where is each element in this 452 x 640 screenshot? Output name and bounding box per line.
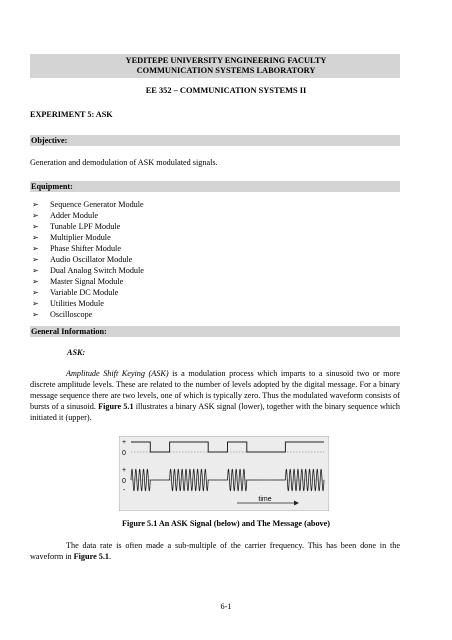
arrow-bullet-icon: ➢ — [32, 255, 39, 264]
ask-description-paragraph: Amplitude Shift Keying (ASK) is a modulation process which imparts to a sinusoid two or more discrete amplitude levels. These are related to the number of levels adopted by the digital message. For a binary message sequence there are two levels, one of which is typically zero. Thus the modulated waveform consists of bursts of a sinusoid. Figure 5.1 illustrates a binary ASK signal (lower), together with the binary sequence which initiated it (upper). — [30, 369, 401, 422]
university-title: YEDITEPE UNIVERSITY ENGINEERING FACULTY — [125, 56, 327, 65]
list-item: ➢ Multiplier Module — [32, 233, 111, 242]
arrow-bullet-icon: ➢ — [32, 200, 39, 209]
arrow-bullet-icon: ➢ — [32, 211, 39, 220]
arrow-bullet-icon: ➢ — [32, 299, 39, 308]
general-information-heading: General Information: — [30, 326, 400, 337]
arrow-bullet-icon: ➢ — [32, 233, 39, 242]
objective-heading: Objective: — [30, 135, 400, 146]
figure-reference: Figure 5.1 — [73, 552, 109, 561]
list-item: ➢ Dual Analog Switch Module — [32, 266, 144, 275]
time-label: time — [258, 496, 272, 503]
laboratory-title: COMMUNICATION SYSTEMS LABORATORY — [136, 66, 316, 75]
arrow-bullet-icon: ➢ — [32, 277, 39, 286]
arrow-bullet-icon: ➢ — [32, 244, 39, 253]
ask-subheading: ASK: — [67, 348, 86, 357]
list-item: ➢ Phase Shifter Module — [32, 244, 121, 253]
page-number: 6-1 — [220, 602, 232, 611]
figure-caption: Figure 5.1 An ASK Signal (below) and The Message (above) — [121, 519, 331, 528]
experiment-title: EXPERIMENT 5: ASK — [30, 110, 113, 119]
equipment-list — [30, 199, 144, 320]
objective-text: Generation and demodulation of ASK modulated signals. — [30, 158, 218, 167]
ask-minus-label: - — [123, 487, 126, 494]
message-plus-label: + — [122, 439, 127, 446]
ask-plus-label: + — [122, 467, 127, 474]
equipment-heading: Equipment: — [30, 181, 400, 192]
arrow-bullet-icon: ➢ — [32, 222, 39, 231]
ask-zero-label: 0 — [122, 478, 126, 485]
ask-waveform-figure — [119, 436, 329, 511]
list-item: ➢ Adder Module — [32, 211, 98, 220]
list-item: ➢ Tunable LPF Module — [32, 222, 121, 231]
message-zero-label: 0 — [122, 450, 126, 457]
data-rate-paragraph: The data rate is often made a sub-multiple of the carrier frequency. This has been done in the waveform in Figure 5.1. — [30, 541, 400, 561]
course-title: EE 352 – COMMUNICATION SYSTEMS II — [145, 86, 307, 95]
arrow-bullet-icon: ➢ — [32, 310, 39, 319]
list-item: ➢ Utilities Module — [32, 299, 104, 308]
list-item: ➢ Oscilloscope — [32, 310, 93, 319]
ask-term: Amplitude Shift Keying (ASK) — [66, 369, 169, 378]
arrow-bullet-icon: ➢ — [32, 288, 39, 297]
list-item: ➢ Audio Oscillator Module — [32, 255, 133, 264]
figure-reference: Figure 5.1 — [98, 402, 134, 411]
list-item: ➢ Variable DC Module — [32, 288, 119, 297]
list-item: ➢ Sequence Generator Module — [32, 200, 144, 209]
arrow-bullet-icon: ➢ — [32, 266, 39, 275]
list-item: ➢ Master Signal Module — [32, 277, 124, 286]
